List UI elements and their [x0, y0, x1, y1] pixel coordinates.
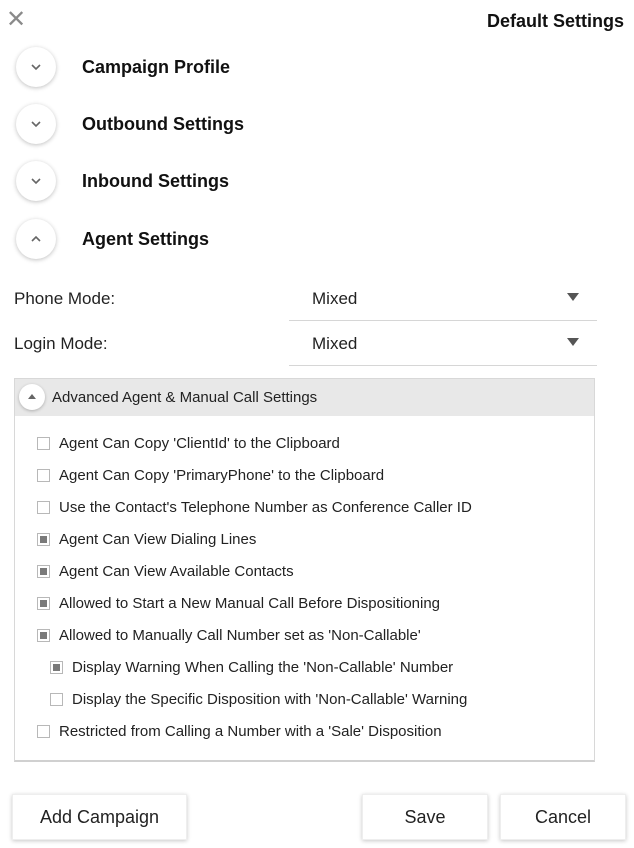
add-campaign-button[interactable]: Add Campaign [12, 794, 187, 840]
section-label: Campaign Profile [82, 56, 231, 77]
caret-down-icon [567, 293, 579, 301]
option-row[interactable] [37, 721, 442, 741]
option-label: Agent Can View Available Contacts [59, 562, 294, 580]
option-checkbox[interactable] [37, 565, 50, 578]
option-label: Allowed to Start a New Manual Call Before Dispositioning [59, 594, 441, 612]
section-label: Agent Settings [82, 228, 210, 249]
option-checkbox[interactable] [37, 437, 50, 450]
cancel-button[interactable]: Cancel [500, 794, 626, 840]
chevron-down-icon[interactable] [16, 161, 56, 201]
login-mode-select[interactable] [289, 321, 597, 366]
option-row[interactable] [50, 657, 453, 677]
option-row[interactable] [37, 561, 294, 581]
chevron-down-icon[interactable] [16, 104, 56, 144]
option-checkbox[interactable] [37, 469, 50, 482]
section-campaign-profile[interactable] [16, 46, 230, 88]
option-row[interactable] [37, 625, 421, 645]
advanced-settings-header[interactable] [15, 379, 594, 416]
option-checkbox[interactable] [37, 533, 50, 546]
option-row[interactable] [37, 497, 472, 517]
chevron-up-icon[interactable] [16, 219, 56, 259]
option-label: Use the Contact's Telephone Number as Conference Caller ID [59, 498, 472, 516]
option-label: Allowed to Manually Call Number set as 'Non-Callable' [59, 626, 421, 644]
option-checkbox[interactable] [50, 661, 63, 674]
option-row[interactable] [37, 433, 340, 453]
option-label: Agent Can Copy 'ClientId' to the Clipboard [59, 434, 340, 452]
option-label: Restricted from Calling a Number with a 'Sale' Disposition [59, 722, 442, 740]
phone-mode-value: Mixed [312, 289, 358, 308]
option-checkbox[interactable] [50, 693, 63, 706]
section-inbound-settings[interactable] [16, 160, 229, 202]
page-title: Default Settings [486, 11, 624, 31]
option-row[interactable] [50, 689, 467, 709]
save-button[interactable]: Save [362, 794, 488, 840]
phone-mode-label: Phone Mode: [14, 289, 116, 308]
option-checkbox[interactable] [37, 501, 50, 514]
option-label: Agent Can View Dialing Lines [59, 530, 257, 548]
phone-mode-select[interactable] [289, 276, 597, 321]
option-row[interactable] [37, 529, 256, 549]
section-label: Outbound Settings [82, 113, 244, 134]
caret-down-icon [567, 338, 579, 346]
option-row[interactable] [37, 593, 440, 613]
section-label: Inbound Settings [82, 170, 229, 191]
collapse-toggle-icon[interactable] [19, 384, 45, 410]
close-icon[interactable]: ✕ [6, 6, 27, 33]
option-label: Display Warning When Calling the 'Non-Callable' Number [72, 658, 454, 676]
login-mode-value: Mixed [312, 334, 358, 353]
option-checkbox[interactable] [37, 725, 50, 738]
section-agent-settings[interactable] [16, 218, 209, 260]
option-row[interactable] [37, 465, 384, 485]
login-mode-label: Login Mode: [14, 334, 108, 353]
section-outbound-settings[interactable] [16, 103, 244, 145]
option-label: Display the Specific Disposition with 'Non-Callable' Warning [72, 690, 468, 708]
option-label: Agent Can Copy 'PrimaryPhone' to the Clipboard [59, 466, 385, 484]
option-checkbox[interactable] [37, 597, 50, 610]
chevron-down-icon[interactable] [16, 47, 56, 87]
option-checkbox[interactable] [37, 629, 50, 642]
advanced-settings-title: Advanced Agent & Manual Call Settings [52, 389, 318, 406]
advanced-settings-panel [14, 378, 595, 762]
